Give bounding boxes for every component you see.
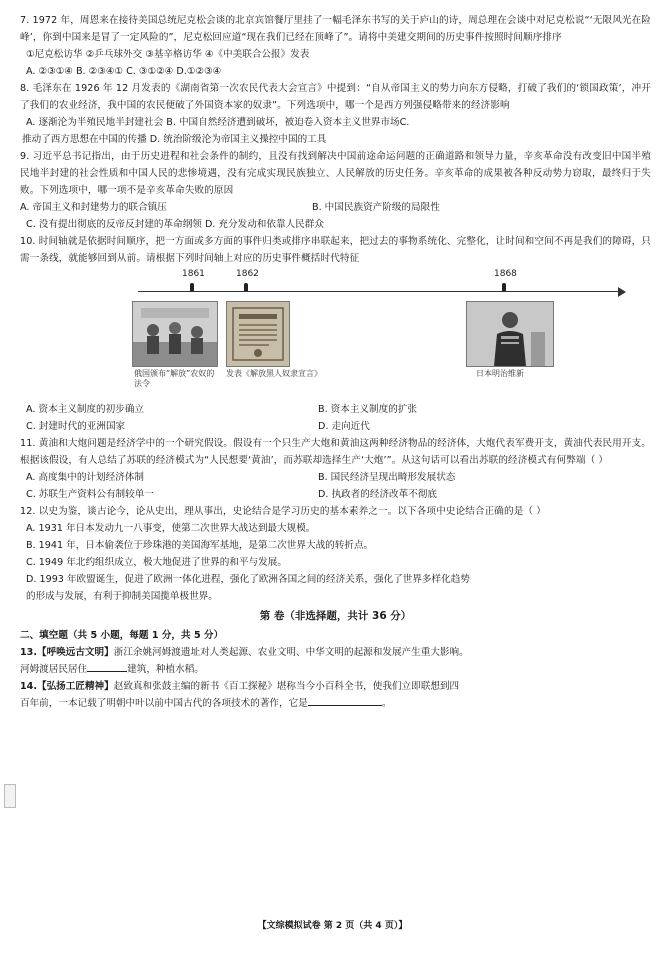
page-footer: 【文综模拟试卷 第 2 页（共 4 页）】 bbox=[257, 921, 408, 931]
q14-number: 14. bbox=[20, 681, 37, 692]
q12-option-b: B. 1941 年，日本偷袭位于珍珠港的美国海军基地，是第二次世界大战的转折点。 bbox=[26, 540, 374, 551]
q13-text-1: 浙江余姚河姆渡遗址对人类起源、农业文明、中华文明的起源和发展产生重大影响。 bbox=[113, 647, 469, 658]
margin-scan-mark bbox=[4, 784, 16, 808]
q11-options-ab bbox=[20, 469, 651, 486]
fill-blank-heading: 二、填空题（共 5 小题，每题 1 分，共 5 分） bbox=[20, 630, 224, 641]
timeline-year-1868: 1868 bbox=[494, 269, 517, 279]
q13-answer-blank[interactable] bbox=[87, 661, 127, 672]
q10-option-a: A. 资本主义制度的初步确立 bbox=[26, 404, 145, 415]
timeline-year-1862: 1862 bbox=[236, 269, 259, 279]
q13-number: 13. bbox=[20, 647, 37, 658]
q8-options-ab: A. 逐渐沦为半殖民地半封建社会 B. 中国自然经济遭到破坏，被迫卷入资本主义世界市场C. bbox=[26, 117, 410, 128]
q13-line-2 bbox=[20, 661, 651, 678]
q11-option-a: A. 高度集中的计划经济体制 bbox=[26, 472, 145, 483]
timeline-axis bbox=[138, 291, 622, 292]
timeline-year-1861: 1861 bbox=[182, 269, 205, 279]
timeline-marker-1861 bbox=[190, 283, 194, 291]
q9-options-ab bbox=[20, 199, 651, 216]
q13-tag: 【呼唤远古文明】 bbox=[37, 647, 114, 658]
q10-option-d: D. 走向近代 bbox=[318, 421, 370, 432]
q9-options-cd: C. 没有提出彻底的反帝反封建的革命纲领 D. 充分发动和依靠人民群众 bbox=[26, 219, 324, 230]
q14-answer-blank[interactable] bbox=[308, 695, 382, 706]
q11-option-d: D. 执政者的经济改革不彻底 bbox=[318, 489, 438, 500]
q14-tag: 【弘扬工匠精神】 bbox=[37, 681, 114, 692]
q10-options-cd bbox=[20, 418, 651, 435]
q11-option-b: B. 国民经济呈现出畸形发展状态 bbox=[318, 472, 456, 483]
q12-option-c: C. 1949 年北约组织成立，极大地促进了世界的和平与发展。 bbox=[26, 557, 287, 568]
q9-stem: 9. 习近平总书记指出，由于历史进程和社会条件的制约，且没有找到解决中国前途命运问题的正确道路和领导力量，辛亥革命没有改变旧中国半殖民地半封建的社会性质和中国人民的悲惨境遇，没有完成实现民族独立、人民解放的历史任务。辛亥革命的成果被各种反动势力窃取，最终归于失败。下列选项中，哪一项不是辛亥革命失败的原因 bbox=[20, 151, 651, 196]
q11-option-c: C. 苏联生产资料公有制较单一 bbox=[26, 489, 154, 500]
q13-text-2a: 河姆渡居民居住 bbox=[20, 664, 88, 675]
q8-stem: 8. 毛泽东在 1926 年 12 月发表的《湖南省第一次农民代表大会宣言》中提到：“自从帝国主义的势力向东方侵略，打破了我们的‘锁国政策’，冲开了我们的农业经济，我中国的农民便破了外国资本家的奴隶”。下列选项中，哪一个是西方列强侵略带来的经济影响 bbox=[20, 83, 651, 111]
q10-option-c: C. 封建时代的亚洲国家 bbox=[26, 421, 126, 432]
caption-meiji-restoration: 日本明治维新 bbox=[476, 369, 524, 378]
q8-options-cd: 推动了西方思想在中国的传播 D. 统治阶级沦为帝国主义操控中国的工具 bbox=[22, 134, 327, 145]
q7-options: A. ②③①④ B. ②③④① C. ③①②④ D.①②③④ bbox=[26, 66, 222, 77]
q7-stem: 7. 1972 年，周恩来在接待美国总统尼克松会谈的北京宾馆餐厅里挂了一幅毛泽东书写的关于庐山的诗，周总理在会谈中对尼克松说“‘无限风光在险峰’，你到中国来是冒了一定风险的”，尼克松回应道“现在我们已经在顶峰了”。请将中美建交期间的历史事件按照时间顺序排序 bbox=[20, 15, 651, 43]
q11-options-cd bbox=[20, 486, 651, 503]
q12-stem: 12. 以史为鉴，谈古论今，论从史出，理从事出，史论结合是学习历史的基本素养之一。以下各项中史论结合正确的是（ ） bbox=[20, 506, 546, 517]
q14-text-2a: 百年前，一本记载了明朝中叶以前中国古代的各项技术的著作，它是 bbox=[20, 698, 308, 709]
q14-text-2b: 。 bbox=[381, 698, 392, 709]
q13-line-1 bbox=[20, 644, 651, 661]
timeline-marker-1862 bbox=[244, 283, 248, 291]
meiji-emperor-image bbox=[466, 301, 554, 367]
q10-timeline bbox=[20, 269, 651, 397]
q11-stem: 11. 黄油和大炮问题是经济学中的一个研究假设。假设有一个只生产大炮和黄油这两种经济物品的经济体，大炮代表军费开支，黄油代表民用开支。根据该假设，有人总结了苏联的经济模式为“人民想要‘黄油’，而苏联却选择生产‘大炮’”。从这句话可以看出苏联的经济模式有何弊端（ ） bbox=[20, 438, 651, 466]
q10-option-b: B. 资本主义制度的扩张 bbox=[318, 404, 418, 415]
q14-line-2 bbox=[20, 695, 651, 712]
serf-emancipation-image bbox=[132, 301, 218, 367]
q9-option-b: B. 中国民族资产阶级的局限性 bbox=[312, 202, 440, 213]
caption-serf-emancipation: 俄国颁布“解放”农奴的法令 bbox=[134, 369, 215, 388]
q14-line-1 bbox=[20, 678, 651, 695]
timeline-marker-1868 bbox=[502, 283, 506, 291]
q9-option-a: A. 帝国主义和封建势力的联合镇压 bbox=[20, 202, 167, 213]
q12-option-a: A. 1931 年日本发动九一八事变，使第二次世界大战达到最大规模。 bbox=[26, 523, 316, 534]
caption-emancipation-proclamation: 发表《解放黑人奴隶宣言》 bbox=[226, 369, 322, 378]
q7-items: ①尼克松访华 ②乒乓球外交 ③基辛格访华 ④《中美联合公报》发表 bbox=[26, 49, 310, 60]
q14-text-1: 赵致真和张鼓主编的新书《百工探秘》堪称当今小百科全书，使我们立即联想到四 bbox=[113, 681, 460, 692]
emancipation-proclamation-image bbox=[226, 301, 290, 367]
q12-option-d-continued: 的形成与发展，有利于抑制美国揽单极世界。 bbox=[26, 591, 218, 602]
timeline-arrow-icon bbox=[618, 287, 626, 297]
section-title: 第 卷（非选择题，共计 36 分） bbox=[259, 610, 412, 622]
q13-text-2b: 建筑，种植水稻。 bbox=[127, 664, 204, 675]
q10-stem: 10. 时间轴就是依据时间顺序，把一方面或多方面的事件归类或排序串联起来，把过去的事物系统化、完整化，让时间和空间不再是我们的障碍，只需一条线，就能够回到从前。请根据下列时间轴上对应的历史事件概括时代特征 bbox=[20, 236, 651, 264]
q10-options-ab bbox=[20, 401, 651, 418]
q12-option-d: D. 1993 年欧盟诞生，促进了欧洲一体化进程，强化了欧洲各国之间的经济关系，强化了世界多样化趋势 bbox=[26, 574, 470, 585]
